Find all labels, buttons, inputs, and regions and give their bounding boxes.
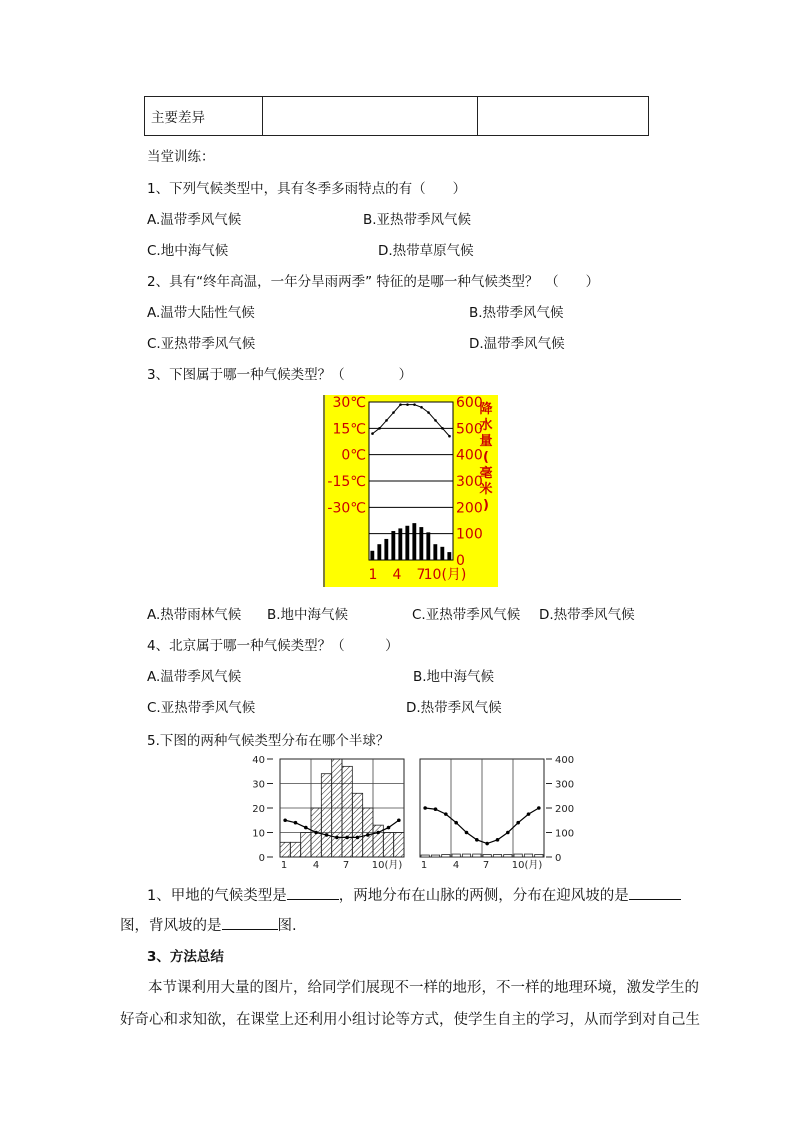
- fill-blank-line-2: [120, 914, 297, 935]
- y-tick-label: 300: [555, 779, 575, 791]
- x-tick-label: 10(月): [371, 860, 403, 871]
- fill-blank-line-1: [147, 884, 681, 905]
- temperature-point: [294, 821, 298, 825]
- table-cell-empty: [263, 97, 478, 136]
- y-tick-label: 10: [252, 828, 265, 840]
- temperature-point: [356, 836, 360, 840]
- x-tick-label: 10(月): [511, 860, 543, 871]
- temperature-point: [397, 818, 401, 822]
- precip-bar: [493, 855, 501, 857]
- fill-blank-text: ，两地分布在山脉的两侧，分布在迎风坡的是: [338, 888, 629, 904]
- precip-bar: [377, 544, 381, 560]
- temperature-point: [454, 821, 458, 825]
- temperature-point: [441, 427, 444, 430]
- temperature-point: [423, 806, 427, 810]
- y-tick-label: 0: [258, 853, 265, 864]
- answer-blank[interactable]: [287, 887, 339, 900]
- precip-axis-label: 水: [479, 418, 493, 433]
- temperature-point: [537, 806, 541, 810]
- x-tick-label: 10(月): [423, 567, 467, 583]
- precip-bar: [363, 808, 373, 857]
- climate-chart-left: [245, 752, 415, 872]
- temperature-point: [448, 435, 451, 438]
- temperature-point: [434, 807, 438, 811]
- question-5-stem: 5.下图的两种气候类型分布在哪个半球？: [147, 733, 390, 749]
- x-tick-label: 4: [452, 860, 460, 871]
- q2-option-b: B.热带季风气候: [469, 305, 564, 321]
- q1-option-a: A.温带季风气候: [147, 212, 242, 228]
- precip-tick-label: 100: [456, 526, 483, 543]
- precip-tick-label: 400: [456, 447, 483, 464]
- temp-tick-label: -30℃: [327, 500, 366, 517]
- temperature-point: [385, 419, 388, 422]
- precip-tick-label: 0: [456, 553, 465, 569]
- q2-option-c: C.亚热带季风气候: [147, 336, 256, 352]
- precip-bar: [280, 842, 290, 857]
- q1-option-c: C.地中海气候: [147, 243, 229, 259]
- temperature-point: [496, 838, 500, 842]
- precip-bar: [391, 531, 395, 560]
- x-tick-label: 1: [368, 567, 378, 583]
- y-tick-label: 0: [555, 853, 562, 864]
- table-row: [145, 97, 649, 136]
- summary-paragraph-line-1: 本节课利用大量的图片，给同学们展现不一样的地形，不一样的地理环境，激发学生的: [148, 980, 699, 996]
- precip-bar: [431, 855, 439, 857]
- y-tick-label: 200: [555, 804, 575, 815]
- precip-bar: [535, 855, 543, 857]
- precip-tick-label: 500: [456, 421, 483, 438]
- fill-blank-text: 图.: [277, 918, 297, 934]
- y-tick-label: 100: [555, 828, 575, 840]
- temperature-point: [378, 427, 381, 430]
- temperature-point: [304, 826, 308, 830]
- temperature-point: [465, 831, 469, 835]
- method-heading: 3、方法总结: [147, 949, 224, 965]
- q3-option-b: B.地中海气候: [267, 607, 349, 623]
- precip-tick-label: 200: [456, 500, 483, 517]
- x-tick-label: 4: [312, 860, 320, 871]
- x-tick-label: 4: [392, 567, 402, 583]
- climate-chart-q3: [323, 395, 498, 587]
- answer-blank[interactable]: [629, 887, 681, 900]
- precip-bar: [373, 825, 383, 857]
- precip-bar: [462, 854, 470, 857]
- precip-axis-label: 毫: [479, 466, 493, 481]
- precip-bar: [426, 532, 430, 560]
- precip-tick-label: 300: [456, 474, 483, 490]
- precip-bar: [290, 842, 300, 857]
- q3-option-c: C.亚热带季风气候: [412, 607, 521, 623]
- temperature-point: [485, 842, 489, 846]
- temperature-point: [420, 406, 423, 409]
- precip-bar: [524, 854, 532, 857]
- q1-option-b: B.亚热带季风气候: [363, 212, 472, 228]
- temperature-point: [376, 831, 380, 835]
- precip-bar: [342, 766, 352, 857]
- precip-bar: [442, 855, 450, 857]
- x-tick-label: 7: [482, 860, 490, 871]
- precip-axis-label: 量: [479, 434, 493, 449]
- q4-option-b: B.地中海气候: [413, 669, 495, 685]
- temperature-point: [399, 403, 402, 406]
- precip-axis-label: 降: [479, 402, 493, 417]
- question-1-stem: 1、下列气候类型中，具有冬季多雨特点的有（ ）: [147, 181, 467, 197]
- q4-option-c: C.亚热带季风气候: [147, 700, 256, 716]
- summary-paragraph-line-2: 好奇心和求知欲，在课堂上还利用小组讨论等方式，使学生自主的学习，从而学到对自己生: [120, 1012, 700, 1028]
- table-row-label: 主要差异: [145, 97, 263, 136]
- climate-chart-right: [415, 752, 585, 872]
- precip-bar: [398, 528, 402, 560]
- precip-bar: [370, 551, 374, 560]
- temperature-point: [283, 818, 287, 822]
- question-4-stem: 4、北京属于哪一种气候类型？（ ）: [147, 638, 399, 654]
- precip-bar: [504, 855, 512, 857]
- precip-axis-label: (: [483, 450, 489, 465]
- table-cell-empty: [478, 97, 649, 136]
- temperature-point: [506, 831, 510, 835]
- precip-bar: [301, 833, 311, 858]
- precip-bar: [483, 855, 491, 857]
- section-title: 当堂训练：: [147, 149, 215, 165]
- precip-bar: [383, 833, 393, 858]
- precip-bar: [473, 854, 481, 857]
- temperature-point: [335, 836, 339, 840]
- y-tick-label: 20: [252, 804, 265, 815]
- temperature-point: [444, 812, 448, 816]
- temperature-point: [413, 403, 416, 406]
- temperature-point: [325, 833, 329, 837]
- precip-axis-label: 米: [479, 482, 493, 497]
- precip-bar: [384, 539, 388, 560]
- temp-tick-label: 15℃: [332, 421, 366, 438]
- precip-bar: [440, 547, 444, 560]
- q4-option-d: D.热带季风气候: [406, 700, 502, 716]
- temperature-point: [434, 419, 437, 422]
- temperature-point: [516, 821, 520, 825]
- temp-tick-label: -15℃: [327, 474, 366, 490]
- q3-option-d: D.热带季风气候: [539, 607, 635, 623]
- question-3-stem: 3、下图属于哪一种气候类型？（ ）: [147, 367, 413, 383]
- precip-bar: [419, 527, 423, 560]
- precip-bar: [514, 854, 522, 857]
- precip-bar: [412, 523, 416, 560]
- precip-bar: [332, 759, 342, 857]
- fill-blank-text: 图，背风坡的是: [120, 918, 222, 934]
- precip-bar: [452, 854, 460, 857]
- precip-bar: [405, 526, 409, 560]
- q2-option-a: A.温带大陆性气候: [147, 305, 255, 321]
- difference-table: [144, 96, 649, 136]
- precip-bar: [433, 544, 437, 560]
- temperature-point: [345, 836, 349, 840]
- question-2-stem: 2、具有“终年高温，一年分旱雨两季” 特征的是哪一种气候类型？ （ ）: [147, 274, 600, 290]
- precip-bar: [421, 855, 429, 857]
- temperature-point: [406, 403, 409, 406]
- temperature-point: [371, 432, 374, 435]
- y-tick-label: 40: [252, 755, 265, 766]
- q4-option-a: A.温带季风气候: [147, 669, 242, 685]
- precip-bar: [321, 774, 331, 857]
- precip-tick-label: 600: [456, 395, 483, 411]
- fill-blank-text: 1、甲地的气候类型是: [147, 888, 287, 904]
- precip-axis-label: ): [483, 498, 489, 513]
- temperature-point: [527, 812, 531, 816]
- temperature-point: [314, 831, 318, 835]
- y-tick-label: 30: [252, 779, 265, 791]
- precip-bar: [394, 833, 404, 858]
- temp-tick-label: 30℃: [332, 395, 366, 411]
- y-tick-label: 400: [555, 755, 575, 766]
- temp-tick-label: 0℃: [341, 447, 366, 464]
- q3-option-a: A.热带雨林气候: [147, 607, 242, 623]
- q1-option-d: D.热带草原气候: [378, 243, 474, 259]
- temperature-point: [392, 411, 395, 414]
- x-tick-label: 7: [342, 860, 350, 871]
- q2-option-d: D.温带季风气候: [469, 336, 565, 352]
- temperature-point: [427, 411, 430, 414]
- temperature-point: [366, 833, 370, 837]
- x-tick-label: 7: [416, 567, 426, 583]
- x-tick-label: 1: [420, 860, 428, 871]
- precip-bar: [447, 552, 451, 560]
- answer-blank[interactable]: [222, 917, 278, 930]
- precip-bar: [352, 793, 362, 857]
- temperature-point: [475, 838, 479, 842]
- x-tick-label: 1: [280, 860, 288, 871]
- temperature-point: [387, 826, 391, 830]
